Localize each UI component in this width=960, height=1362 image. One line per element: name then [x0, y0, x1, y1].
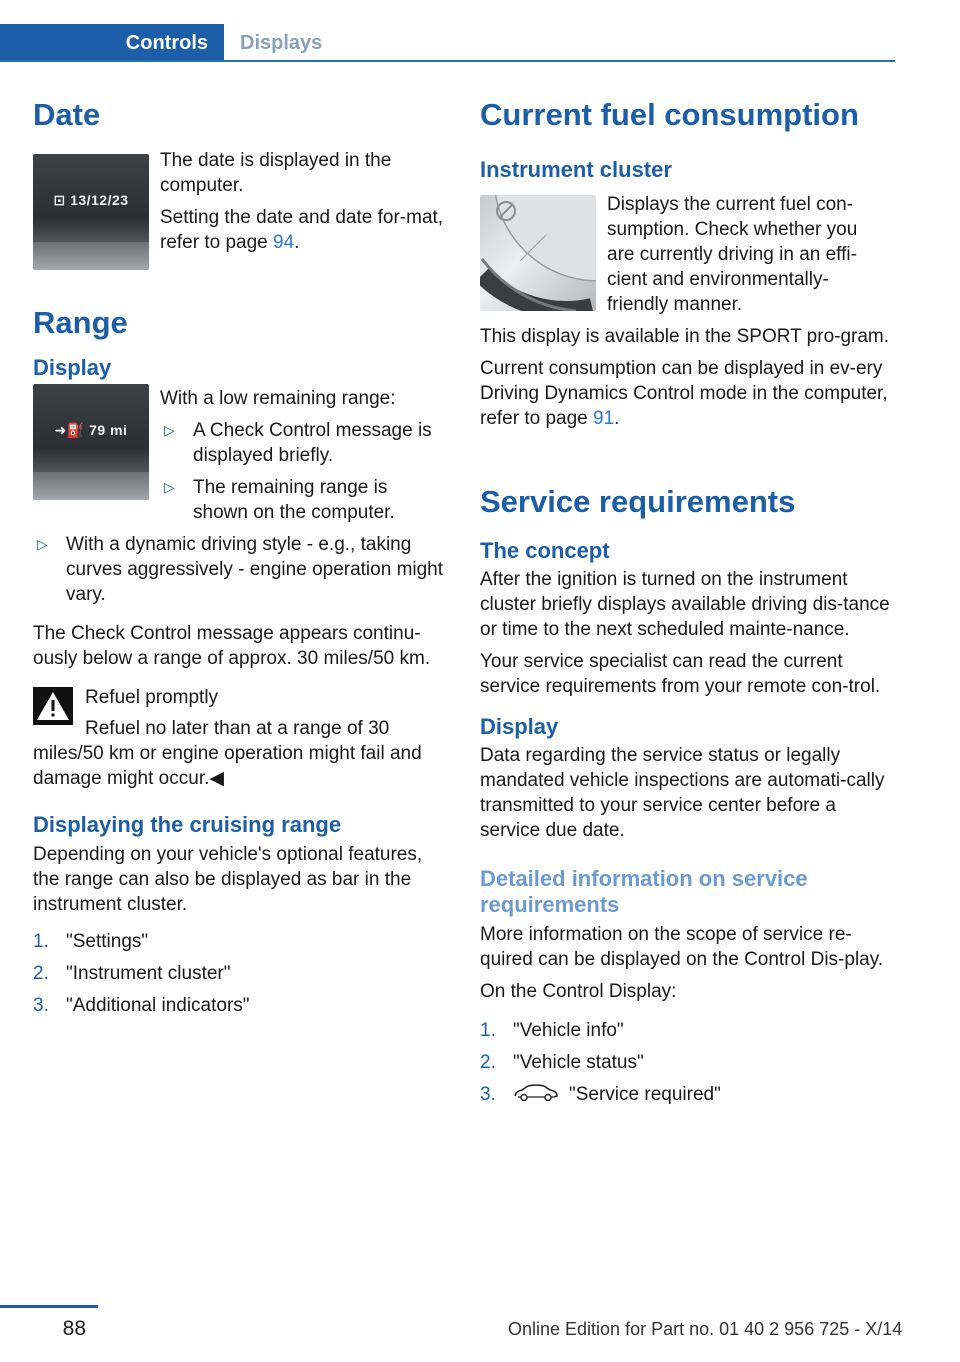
header-rule — [0, 60, 895, 62]
tab-displays[interactable]: Displays — [240, 32, 323, 54]
page-link-91[interactable]: 91 — [593, 408, 615, 429]
range-heading: Range — [33, 305, 128, 340]
page-number: 88 — [62, 1317, 86, 1340]
cruising-range-text: Depending on your vehicle's optional features, the range can also be displayed as bar in the instrument cluster. — [33, 844, 423, 915]
range-readout: ➜⛽ 79 mi — [54, 422, 128, 438]
range-bullets-b — [33, 532, 445, 607]
consumption-text: Current consumption can be displayed in ev‐ery Driving Dynamics Control mode in the computer, refer to page 91. — [480, 358, 888, 429]
list-item: 3. "Service required" — [480, 1084, 721, 1105]
date-text-2: Setting the date and date for‐mat, refer to page 94. — [160, 207, 444, 253]
concept-text-1: After the ignition is turned on the instrument cluster briefly displays available driving dis‐tance or time to the next scheduled mainte‐nance. — [480, 569, 890, 640]
list-item: 1. "Vehicle info" — [480, 1020, 624, 1041]
date-heading: Date — [33, 97, 101, 132]
cruising-range-heading: Displaying the cruising range — [33, 812, 342, 837]
edition-footer: Online Edition for Part no. 01 40 2 956 725 - X/14 — [508, 1319, 903, 1339]
triangle-bullet-icon: ▷ — [164, 479, 175, 495]
sport-text: This display is available in the SPORT pro‐gram. — [480, 326, 890, 347]
date-readout: ⊡ 13/12/23 — [53, 192, 129, 208]
tab-controls[interactable]: Controls — [0, 24, 224, 62]
warning-text: Refuel no later than at a range of 30 miles/50 km or engine operation might fail and damage might occur.◀ — [33, 718, 422, 789]
date-text-1: The date is displayed in the computer. — [160, 150, 392, 196]
fuel-consumption-heading: Current fuel consumption — [480, 97, 859, 132]
range-display-subheading: Display — [33, 355, 112, 380]
concept-subheading: The concept — [480, 538, 610, 563]
fuel-pump-icon: ➜⛽ — [54, 422, 85, 438]
triangle-bullet-icon: ▷ — [164, 422, 175, 438]
clock-icon: ⊡ — [53, 192, 66, 208]
list-item: ▷ The remaining range is shown on the computer. — [164, 477, 395, 523]
list-item: 2. "Instrument cluster" — [33, 963, 231, 984]
left-column — [33, 96, 445, 1025]
detailed-info-text: More information on the scope of service re‐quired can be displayed on the Control Dis‐play. — [480, 924, 884, 970]
date-display-image — [33, 154, 149, 270]
list-item: ▷ With a dynamic driving style - e.g., taking curves aggressively - engine operation might vary. — [37, 534, 444, 605]
detailed-info-heading: Detailed information on service requirements — [480, 866, 808, 917]
range-section — [33, 386, 445, 525]
warning-title: Refuel promptly — [85, 687, 219, 708]
concept-text-2: Your service specialist can read the current service requirements from your remote con‐trol. — [480, 651, 881, 697]
date-section — [33, 96, 445, 270]
list-item: 2. "Vehicle status" — [480, 1052, 644, 1073]
footer-rule — [0, 1305, 98, 1308]
service-requirements-heading: Service requirements — [480, 484, 796, 519]
right-column — [480, 96, 890, 1114]
page-link-94[interactable]: 94 — [273, 232, 295, 253]
range-bullets-a — [160, 418, 445, 525]
list-item: 3. "Additional indicators" — [33, 995, 250, 1016]
service-display-text: Data regarding the service status or legally mandated vehicle inspections are automati‐cally transmitted to your service center before a service due date. — [480, 745, 885, 841]
fuel-figure-row — [480, 192, 890, 317]
range-display-image — [33, 384, 149, 500]
fuel-figure-text: Displays the current fuel con‐sumption. Check whether you are currently driving in an effi‐cient and environmentally-friendly manner. — [607, 194, 858, 315]
warning-icon — [33, 687, 73, 725]
chapter-tabbar — [0, 24, 895, 62]
instrument-cluster-subheading: Instrument cluster — [480, 157, 672, 182]
gauge-drawing — [480, 195, 596, 311]
control-display-intro: On the Control Display: — [480, 981, 677, 1002]
range-intro: With a low remaining range: — [160, 388, 396, 409]
cruising-steps — [33, 929, 445, 1018]
service-display-subheading: Display — [480, 714, 559, 739]
car-icon — [513, 1083, 559, 1103]
list-item: 1. "Settings" — [33, 931, 149, 952]
check-control-text: The Check Control message appears continu‐ously below a range of approx. 30 miles/50 km. — [33, 623, 431, 669]
consumption-gauge-image — [480, 195, 596, 311]
service-steps — [480, 1018, 890, 1107]
triangle-bullet-icon: ▷ — [37, 536, 48, 552]
list-item: ▷ A Check Control message is displayed briefly. — [164, 420, 432, 466]
warning-block — [33, 685, 445, 791]
